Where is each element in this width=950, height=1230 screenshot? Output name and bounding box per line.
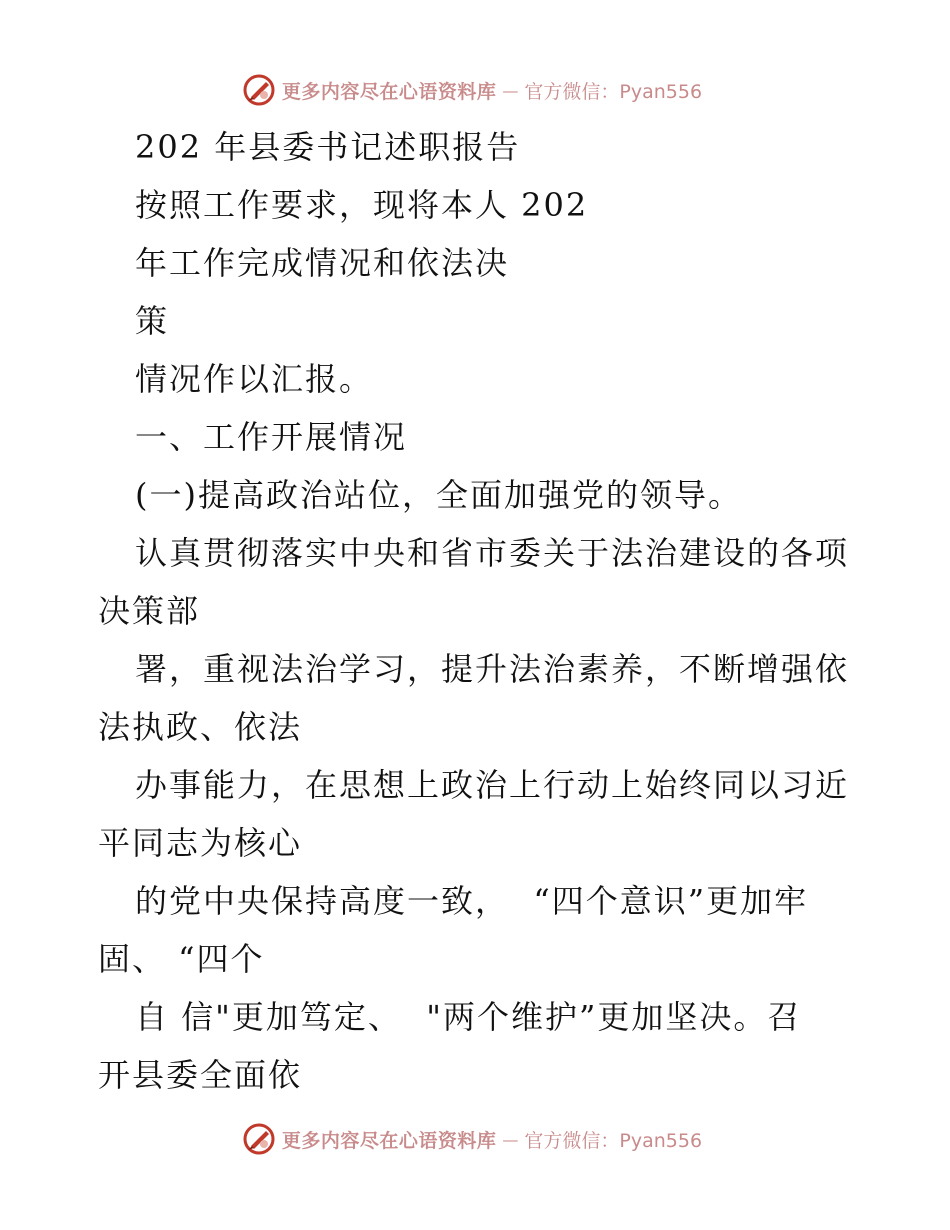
document-line: 策 bbox=[135, 302, 170, 340]
section-heading: 一、工作开展情况 bbox=[135, 418, 408, 456]
brand-logo-icon bbox=[242, 1122, 276, 1156]
document-line: 认真贯彻落实中央和省市委关于法治建设的各项 bbox=[135, 534, 850, 572]
document-line: 决策部 bbox=[98, 592, 201, 630]
document-line: 办事能力，在思想上政治上行动上始终同以习近 bbox=[135, 766, 850, 804]
document-line: 按照工作要求，现将本人 202 bbox=[135, 186, 589, 224]
header-banner-separator: — bbox=[502, 80, 519, 100]
footer-banner bbox=[0, 1119, 950, 1159]
document-line: 年工作完成情况和依法决 bbox=[135, 244, 510, 282]
subsection-heading: (一)提高政治站位，全面加强党的领导。 bbox=[135, 476, 742, 514]
document-line: 的党中央保持高度一致， “四个意识”更加牢 bbox=[135, 882, 809, 920]
document-line: 开县委全面依 bbox=[98, 1056, 303, 1094]
document-line: 平同志为核心 bbox=[98, 824, 303, 862]
document-line: 自 信"更加笃定、 "两个维护”更加坚决。召 bbox=[135, 998, 802, 1036]
header-banner-inner bbox=[242, 73, 702, 107]
footer-banner-inner bbox=[242, 1122, 702, 1156]
footer-banner-brand: 更多内容尽在心语资料库 bbox=[281, 1129, 497, 1152]
document-line: 署，重视法治学习，提升法治素养，不断增强依 bbox=[135, 650, 850, 688]
footer-banner-contact: 官方微信：Pyan556 bbox=[524, 1129, 703, 1152]
document-line: 法执政、依法 bbox=[98, 708, 303, 746]
header-banner-brand: 更多内容尽在心语资料库 bbox=[281, 80, 497, 103]
document-title: 202 年县委书记述职报告 bbox=[135, 128, 521, 166]
document-line: 情况作以汇报。 bbox=[135, 360, 374, 398]
brand-logo-icon bbox=[242, 73, 276, 107]
header-banner bbox=[0, 70, 950, 110]
document-line: 固、 “四个 bbox=[98, 940, 265, 978]
header-banner-contact: 官方微信：Pyan556 bbox=[524, 80, 703, 103]
footer-banner-separator: — bbox=[502, 1129, 519, 1149]
